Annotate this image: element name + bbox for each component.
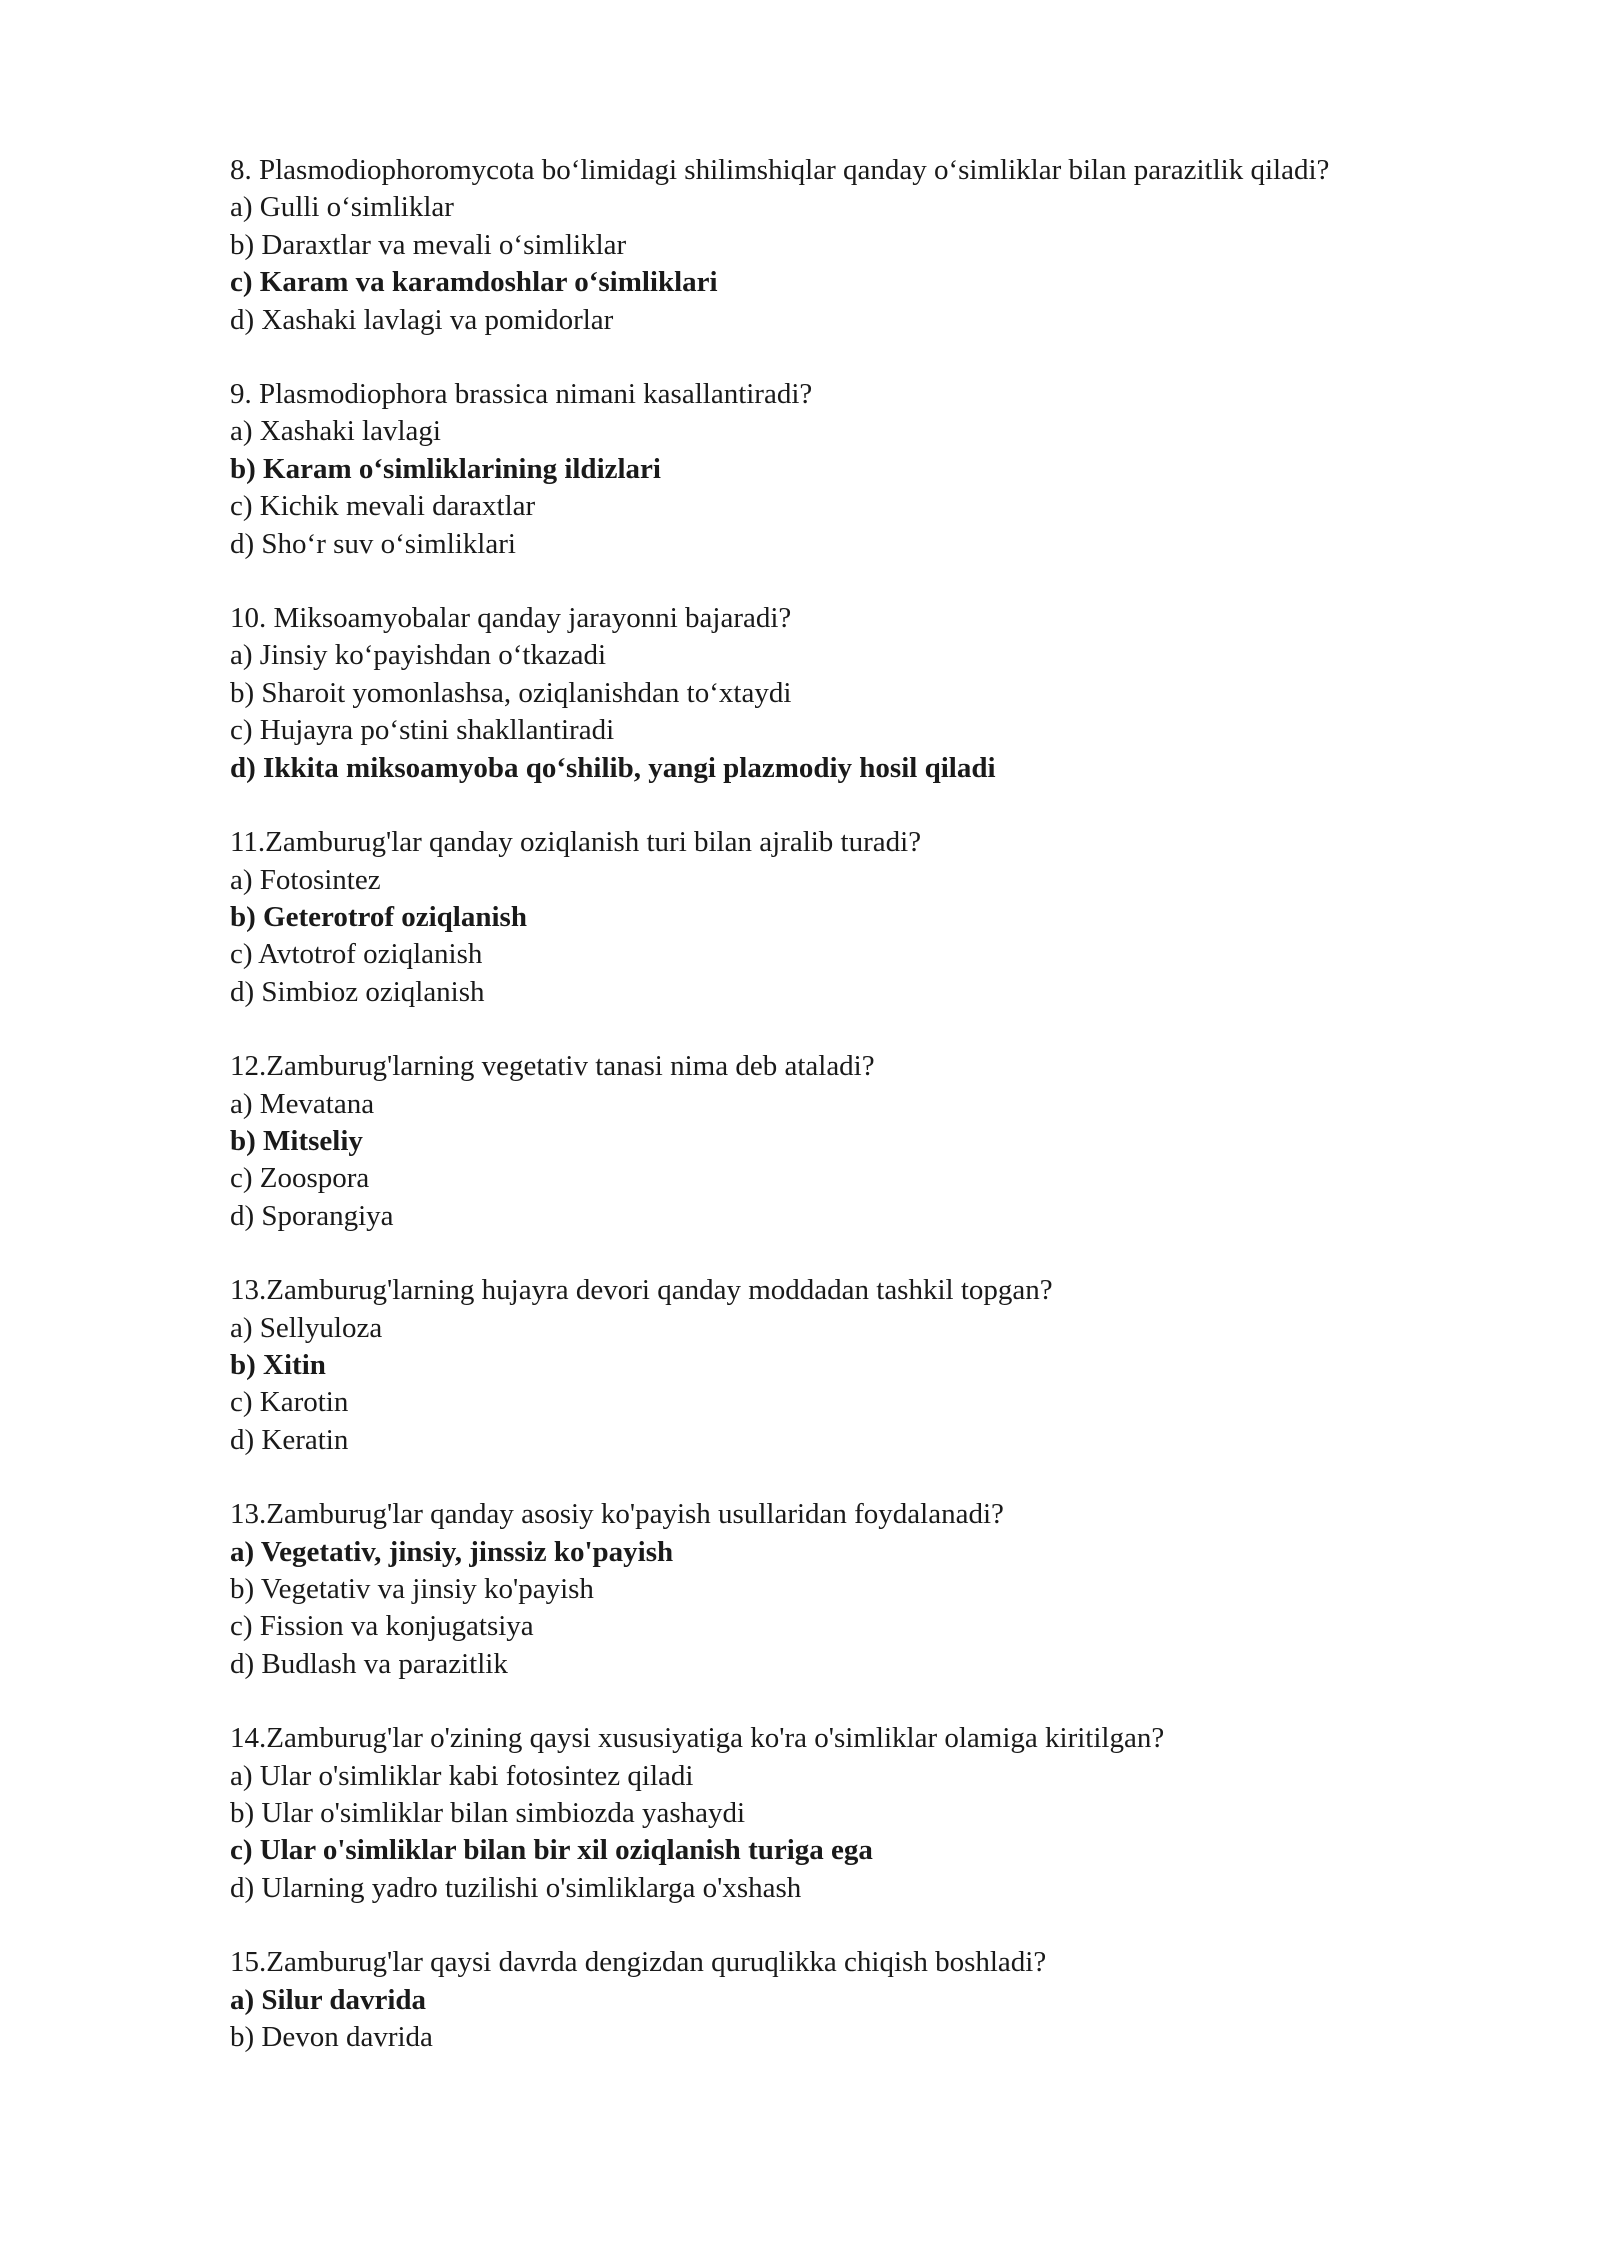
answer-option: c) Karotin [230, 1386, 349, 1419]
question-text: 13.Zamburug'lar qanday asosiy ko'payish usullaridan foydalanadi? [230, 1498, 1004, 1531]
answer-option: b) Devon davrida [230, 2021, 433, 2054]
answer-option: c) Fission va konjugatsiya [230, 1610, 534, 1643]
question-text: 11.Zamburug'lar qanday oziqlanish turi bilan ajralib turadi? [230, 826, 922, 859]
correct-answer-option: b) Mitseliy [230, 1124, 363, 1157]
question-block [230, 1048, 1530, 1235]
answer-option: a) Ular o'simliklar kabi fotosintez qiladi [230, 1759, 694, 1792]
answer-option: a) Fotosintez [230, 863, 381, 896]
correct-answer-option: b) Xitin [230, 1348, 326, 1381]
answer-option: b) Vegetativ va jinsiy ko'payish [230, 1573, 594, 1605]
question-text: 12.Zamburug'larning vegetativ tanasi nima deb ataladi? [230, 1050, 875, 1083]
answer-option: c) Hujayra po‘stini shakllantiradi [230, 714, 615, 747]
answer-option: a) Xashaki lavlagi [230, 415, 441, 448]
answer-option: a) Gulli o‘simliklar [230, 191, 454, 224]
question-block [230, 600, 1530, 787]
question-block [230, 376, 1530, 563]
answer-option: d) Simbioz oziqlanish [230, 975, 485, 1008]
answer-option: a) Jinsiy ko‘payishdan o‘tkazadi [230, 639, 607, 672]
question-text: 14.Zamburug'lar o'zining qaysi xususiyatiga ko'ra o'simliklar olamiga kiritilgan? [230, 1722, 1165, 1755]
question-block [230, 1944, 1530, 2056]
question-block [230, 1496, 1530, 1683]
correct-answer-option: c) Karam va karamdoshlar o‘simliklari [230, 266, 718, 299]
correct-answer-option: b) Geterotrof oziqlanish [230, 900, 527, 933]
correct-answer-option: a) Silur davrida [230, 1983, 427, 2016]
answer-option: d) Keratin [230, 1423, 349, 1456]
question-block [230, 1272, 1530, 1459]
correct-answer-option: d) Ikkita miksoamyoba qo‘shilib, yangi plazmodiy hosil qiladi [230, 751, 996, 784]
answer-option: c) Zoospora [230, 1162, 370, 1195]
correct-answer-option: b) Karam o‘simliklarining ildizlari [230, 452, 661, 485]
answer-option: b) Daraxtlar va mevali o‘simliklar [230, 228, 627, 261]
question-block [230, 824, 1530, 1011]
question-text: 9. Plasmodiophora brassica nimani kasallantiradi? [230, 378, 813, 411]
answer-option: d) Sporangiya [230, 1199, 394, 1232]
answer-option: b) Ular o'simliklar bilan simbiozda yashaydi [230, 1797, 746, 1830]
answer-option: d) Sho‘r suv o‘simliklari [230, 527, 516, 560]
correct-answer-option: a) Vegetativ, jinsiy, jinssiz ko'payish [230, 1535, 674, 1568]
question-text: 15.Zamburug'lar qaysi davrda dengizdan quruqlikka chiqish boshladi? [230, 1946, 1047, 1979]
question-text: 8. Plasmodiophoromycota bo‘limidagi shilimshiqlar qanday o‘simliklar bilan parazitlik qiladi? [230, 154, 1330, 186]
answer-option: c) Kichik mevali daraxtlar [230, 490, 536, 523]
question-block [230, 152, 1530, 339]
answer-option: d) Budlash va parazitlik [230, 1647, 508, 1680]
answer-option: d) Xashaki lavlagi va pomidorlar [230, 303, 614, 336]
question-text: 10. Miksoamyobalar qanday jarayonni bajaradi? [230, 602, 792, 635]
answer-option: d) Ularning yadro tuzilishi o'simliklarga o'xshash [230, 1871, 802, 1904]
answer-option: a) Sellyuloza [230, 1311, 383, 1344]
document-page [230, 152, 1530, 2093]
answer-option: a) Mevatana [230, 1087, 375, 1120]
question-text: 13.Zamburug'larning hujayra devori qanday moddadan tashkil topgan? [230, 1274, 1053, 1307]
answer-option: c) Avtotrof oziqlanish [230, 938, 483, 971]
correct-answer-option: c) Ular o'simliklar bilan bir xil oziqlanish turiga ega [230, 1834, 873, 1867]
question-block [230, 1720, 1530, 1907]
answer-option: b) Sharoit yomonlashsa, oziqlanishdan to‘xtaydi [230, 676, 792, 709]
